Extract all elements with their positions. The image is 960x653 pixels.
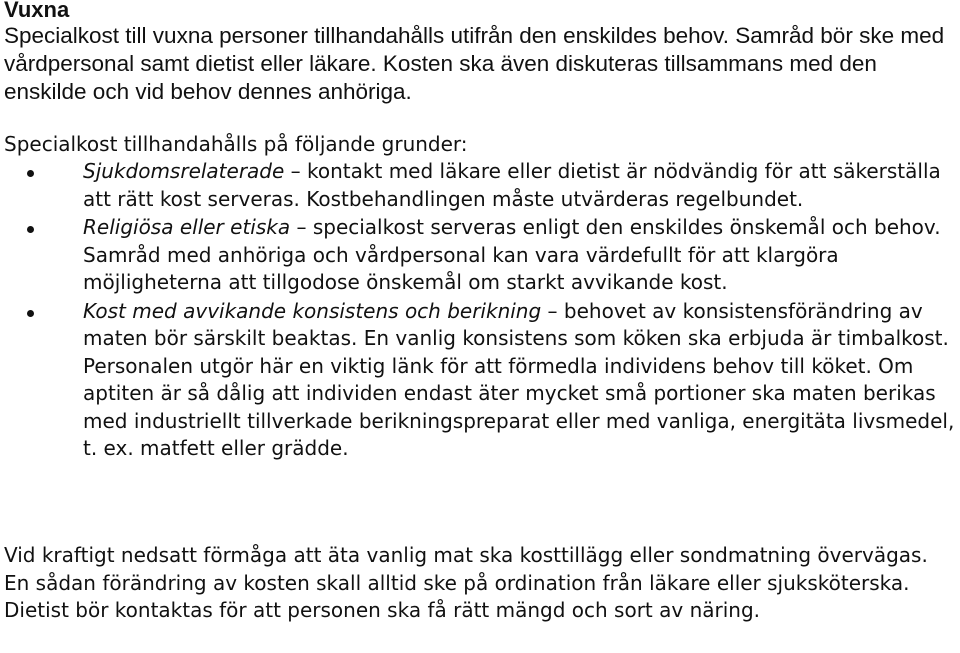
- grounds-list: [0, 158, 955, 464]
- bullet-text: – kontakt med läkare eller dietist är nödvändig för att säkerställa att rätt kost serveras. Kostbehandlingen måste utvärderas regelbundet.: [83, 159, 941, 211]
- bullet-icon: [27, 170, 34, 177]
- bullet-term: Sjukdomsrelaterade: [83, 159, 285, 183]
- bullet-icon: [27, 310, 34, 317]
- grounds-intro-paragraph: Specialkost tillhandahålls på följande grunder:: [4, 132, 468, 156]
- bullet-icon: [27, 226, 34, 233]
- section-heading: Vuxna: [4, 0, 70, 22]
- closing-paragraph: Vid kraftigt nedsatt förmåga att äta vanlig mat ska kosttillägg eller sondmatning övervägas. En sådan förändring av kosten skall alltid ske på ordination från läkare eller sjuksköterska. Dietist bör kontaktas för att personen ska få rätt mängd och sort av näring.: [4, 543, 928, 622]
- bullet-term: Kost med avvikande konsistens och berikning: [83, 298, 542, 323]
- bullet-text: – specialkost serveras enligt den enskildes önskemål och behov. Samråd med anhöriga och vårdpersonal kan vara värdefullt för att klargöra möjligheterna att tillgodose önskemål om starkt avvikande kost.: [83, 215, 941, 294]
- bullet-term: Religiösa eller etiska: [83, 215, 291, 239]
- list-item: [0, 298, 955, 463]
- list-item: [0, 158, 955, 213]
- list-item: [0, 214, 955, 297]
- intro-paragraph: Specialkost till vuxna personer tillhandahålls utifrån den enskildes behov. Samråd bör ske med vårdpersonal samt dietist eller läkare. Kosten ska även diskuteras tillsammans med den enskilde och vid behov dennes anhöriga.: [4, 23, 945, 104]
- bullet-text: – behovet av konsistensförändring av maten bör särskilt beaktas. En vanlig konsistens som köken ska erbjuda är timbalkost. Personalen utgör här en viktig länk för att förmedla individens behov till köket. Om aptiten är så dålig att individen endast äter mycket små portioner ska maten berikas med industriellt tillverkade berikningspreparat eller med vanliga, energitäta livsmedel, t. ex. matfett eller grädde.: [83, 298, 955, 460]
